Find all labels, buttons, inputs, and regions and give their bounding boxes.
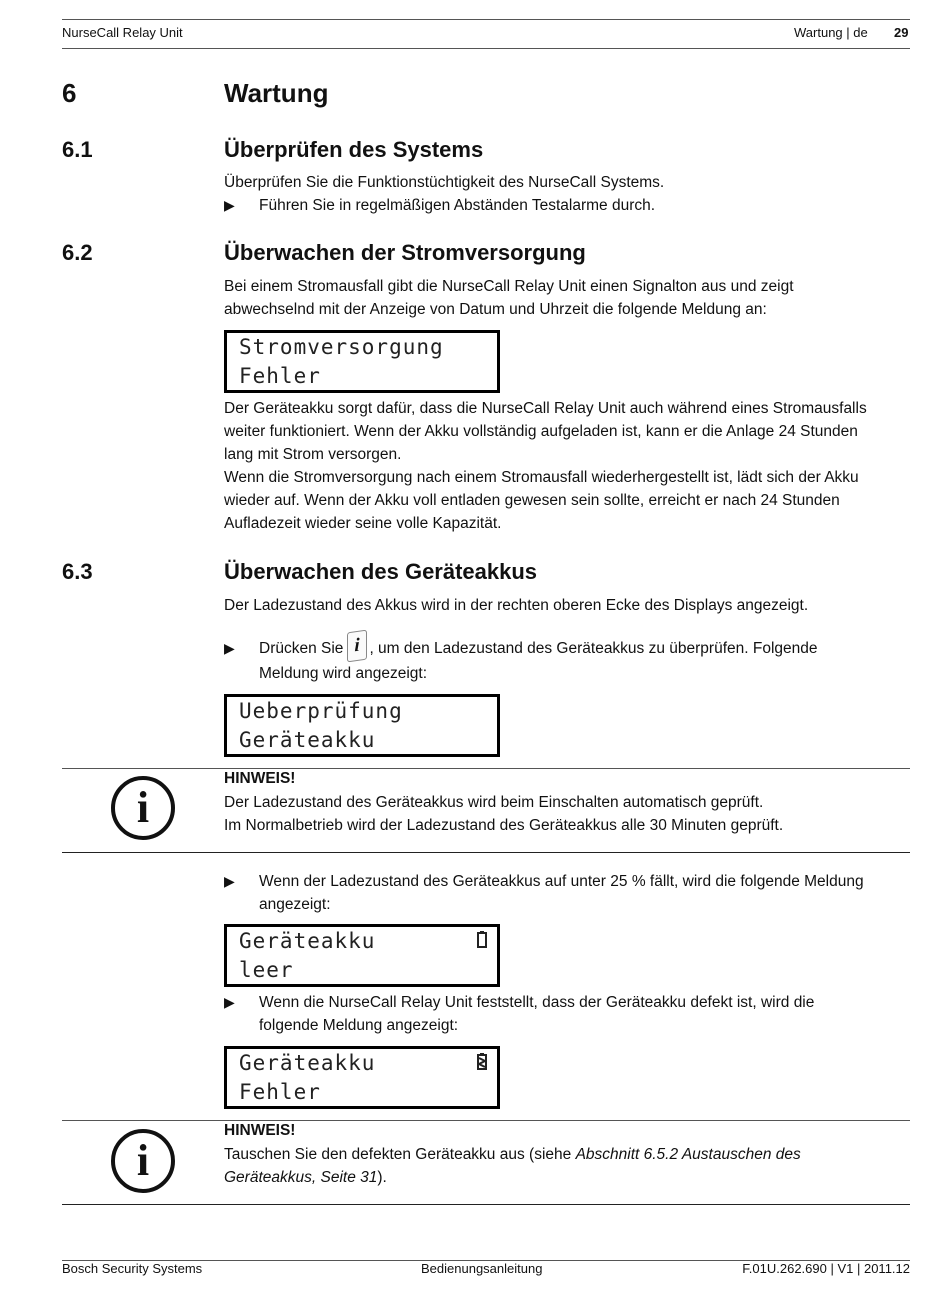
section-6-1-title: Überprüfen des Systems: [224, 137, 484, 162]
header-rule-bottom: [62, 48, 910, 49]
footer-doc-type: Bedienungsanleitung: [421, 1261, 543, 1276]
note-text-part: Tauschen Sie den defekten Geräteakku aus (siehe: [224, 1146, 576, 1163]
paragraph-line: [224, 1143, 914, 1166]
section-6-3-number: 6.3: [62, 559, 93, 584]
display-line-1: Geräteakku: [239, 1051, 376, 1075]
display-line-1: Ueberprüfung: [239, 699, 403, 723]
display-line-2: Fehler: [239, 364, 321, 388]
bullet-text-part: , um den Ladezustand des Geräteakkus zu überprüfen. Folgende: [369, 640, 818, 658]
display-battery-check: [224, 694, 500, 757]
info-icon: i: [111, 1129, 175, 1193]
paragraph-line: abwechselnd mit der Anzeige von Datum und Uhrzeit die folgende Meldung an:: [224, 301, 767, 318]
header-product: NurseCall Relay Unit: [62, 25, 183, 40]
note-label: HINWEIS!: [224, 770, 296, 787]
display-line-1: Stromversorgung: [239, 335, 444, 359]
paragraph-line: Der Ladezustand des Akkus wird in der rechten oberen Ecke des Displays angezeigt.: [224, 597, 809, 614]
paragraph-line: Überprüfen Sie die Funktionstüchtigkeit des NurseCall Systems.: [224, 174, 665, 191]
section-6-3-intro: [224, 594, 914, 617]
display-power-failure: [224, 330, 500, 393]
paragraph-line: Der Geräteakku sorgt dafür, dass die NurseCall Relay Unit auch während eines Stromausfalls: [224, 400, 867, 417]
bullet-arrow-icon: ▶: [224, 994, 235, 1010]
paragraph-line: Aufladezeit wieder seine volle Kapazität.: [224, 515, 502, 532]
display-line-1: Geräteakku: [239, 929, 376, 953]
display-battery-empty: [224, 924, 500, 987]
display-line-2: Fehler: [239, 1080, 321, 1104]
header-rule-top: [62, 19, 910, 20]
paragraph-line: lang mit Strom versorgen.: [224, 446, 402, 463]
note-rule-top: [62, 1120, 910, 1121]
bullet-arrow-icon: ▶: [224, 197, 235, 213]
note-rule-top: [62, 768, 910, 769]
battery-empty-icon: [477, 931, 487, 953]
bullet-text: [259, 634, 818, 661]
bullet-text-continuation: angezeigt:: [259, 896, 331, 913]
bullet-text-part: Drücken Sie: [259, 640, 344, 658]
display-line-2: leer: [239, 958, 294, 982]
section-6-1-text: [224, 171, 914, 194]
section-6-2-intro: [224, 275, 914, 321]
paragraph-line: Im Normalbetrieb wird der Ladezustand des Geräteakkus alle 30 Minuten geprüft.: [224, 817, 784, 834]
note-text: [224, 791, 914, 837]
bullet-text-continuation: Meldung wird angezeigt:: [259, 665, 428, 682]
note-label: HINWEIS!: [224, 1122, 296, 1139]
cross-reference-link[interactable]: Geräteakkus, Seite 31: [224, 1169, 378, 1186]
footer-doc-id: F.01U.262.690 | V1 | 2011.12: [742, 1261, 910, 1276]
bullet-text: Führen Sie in regelmäßigen Abständen Testalarme durch.: [259, 197, 656, 214]
display-line-2: Geräteakku: [239, 728, 376, 752]
bullet-arrow-icon: ▶: [224, 640, 235, 656]
display-battery-fault: [224, 1046, 500, 1109]
page-number: 29: [894, 25, 909, 40]
paragraph-line: Bei einem Stromausfall gibt die NurseCall Relay Unit einen Signalton aus und zeigt: [224, 278, 794, 295]
note-text: [224, 1143, 914, 1189]
paragraph-line: Der Ladezustand des Geräteakkus wird beim Einschalten automatisch geprüft.: [224, 794, 764, 811]
info-icon: i: [111, 776, 175, 840]
section-6-2-number: 6.2: [62, 240, 93, 265]
note-text-part: ).: [377, 1169, 387, 1186]
bullet-text: Wenn der Ladezustand des Geräteakkus auf unter 25 % fällt, wird die folgende Meldung: [259, 873, 864, 890]
chapter-title: Wartung: [224, 78, 329, 108]
info-key-icon: i: [347, 630, 367, 663]
section-6-2-title: Überwachen der Stromversorgung: [224, 240, 586, 265]
paragraph-line: [224, 1166, 914, 1189]
bullet-text-continuation: folgende Meldung angezeigt:: [259, 1017, 459, 1034]
paragraph-line: weiter funktioniert. Wenn der Akku vollständig aufgeladen ist, kann er die Anlage 24 Stunden: [224, 423, 858, 440]
cross-reference-link[interactable]: Abschnitt 6.5.2 Austauschen des: [575, 1146, 801, 1163]
section-6-3-title: Überwachen des Geräteakkus: [224, 559, 538, 584]
bullet-text: Wenn die NurseCall Relay Unit feststellt, dass der Geräteakku defekt ist, wird die: [259, 994, 815, 1011]
section-6-2-body: [224, 397, 914, 535]
battery-defect-icon: [477, 1053, 487, 1075]
paragraph-line: wieder auf. Wenn der Akku voll entladen gewesen sein sollte, erreicht er nach 24 Stunden: [224, 492, 840, 509]
note-rule-bottom: [62, 852, 910, 853]
paragraph-line: Wenn die Stromversorgung nach einem Stromausfall wiederhergestellt ist, lädt sich der Akku: [224, 469, 859, 486]
note-rule-bottom: [62, 1204, 910, 1205]
section-6-1-number: 6.1: [62, 137, 93, 162]
footer-company: Bosch Security Systems: [62, 1261, 203, 1276]
bullet-arrow-icon: ▶: [224, 873, 235, 889]
header-section: Wartung | de: [794, 25, 868, 40]
chapter-number: 6: [62, 78, 77, 108]
